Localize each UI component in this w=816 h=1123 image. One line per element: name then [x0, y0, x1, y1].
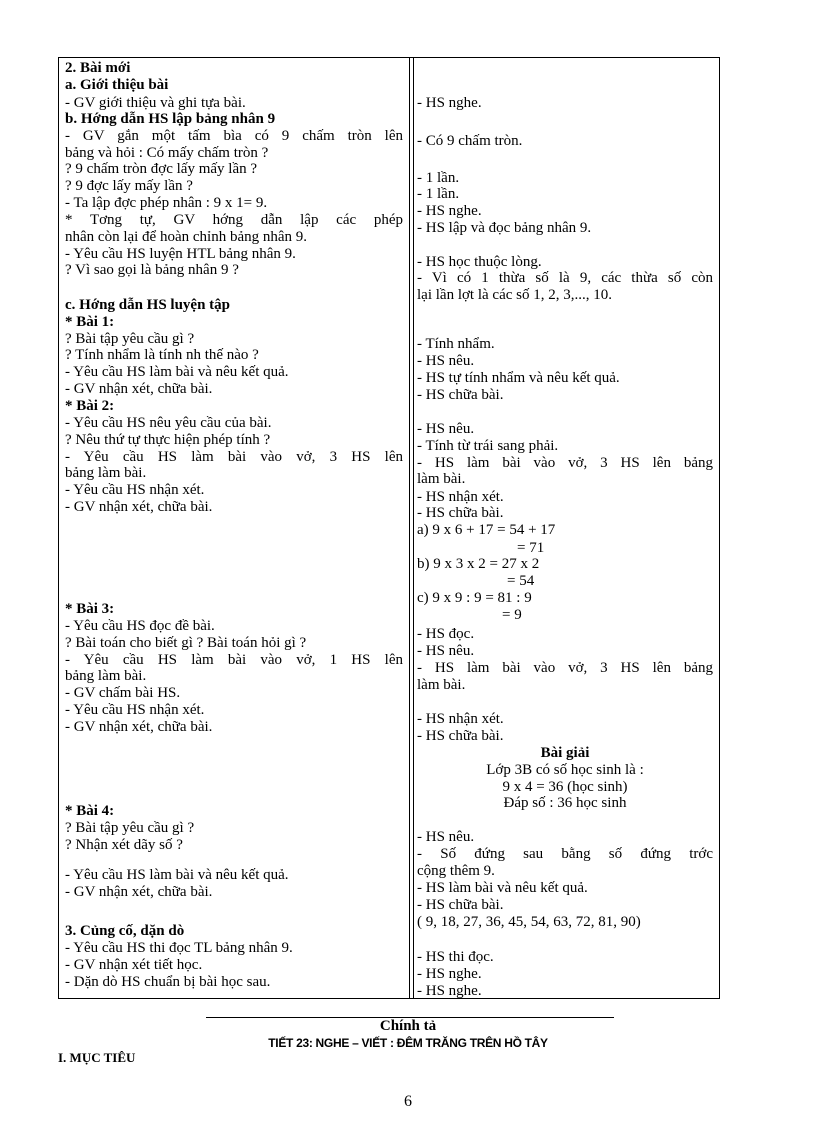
- right-line: - HS nêu.: [417, 643, 475, 659]
- right-line: 9 x 4 = 36 (học sinh): [502, 779, 628, 795]
- right-line: Lớp 3B có số học sinh là :: [486, 762, 644, 778]
- right-line: - HS lập và đọc bảng nhân 9.: [417, 220, 592, 236]
- left-line: * Bài 1:: [65, 314, 115, 330]
- right-line: làm bài.: [417, 677, 466, 693]
- left-line: ? Nhận xét dãy số ?: [65, 837, 183, 853]
- left-line: - Yêu cầu HS làm bài và nêu kết quả.: [65, 364, 289, 380]
- right-line: - HS nêu.: [417, 421, 475, 437]
- left-line: - GV nhận xét tiết học.: [65, 957, 203, 973]
- right-line: - HS nhận xét.: [417, 489, 504, 505]
- right-line: ( 9, 18, 27, 36, 45, 54, 63, 72, 81, 90): [417, 914, 641, 930]
- right-line: Bài giải: [540, 745, 590, 761]
- left-line: * Bài 2:: [65, 398, 115, 414]
- page-number: 6: [404, 1093, 412, 1110]
- right-line: - HS làm bài và nêu kết quả.: [417, 880, 588, 896]
- right-line: - Vì có 1 thừa số là 9, các thừa số còn: [417, 270, 713, 286]
- right-line: lại lần lợt là các số 1, 2, 3,..., 10.: [417, 287, 612, 303]
- left-line: ? Bài tập yêu cầu gì ?: [65, 331, 195, 347]
- right-line: - HS làm bài vào vở, 3 HS lên bảng: [417, 455, 713, 471]
- right-line: a) 9 x 6 + 17 = 54 + 17: [417, 522, 556, 538]
- left-line: b. Hớng dẫn HS lập bảng nhân 9: [65, 111, 276, 127]
- left-line: - GV giới thiệu và ghi tựa bài.: [65, 95, 246, 111]
- right-line: - HS đọc.: [417, 626, 475, 642]
- left-line: - Yêu cầu HS làm bài và nêu kết quả.: [65, 867, 289, 883]
- right-line: - HS học thuộc lòng.: [417, 254, 542, 270]
- left-line: ? 9 đợc lấy mấy lần ?: [65, 178, 193, 194]
- right-line: - HS chữa bài.: [417, 897, 504, 913]
- right-line: - HS chữa bài.: [417, 728, 504, 744]
- right-line: - HS nêu.: [417, 353, 475, 369]
- left-line: * Bài 4:: [65, 803, 115, 819]
- right-line: - HS nghe.: [417, 203, 482, 219]
- left-line: * Bài 3:: [65, 601, 115, 617]
- lesson-table: [58, 57, 720, 999]
- left-line: ? Tính nhẩm là tính nh thế nào ?: [65, 347, 259, 363]
- lesson-title: Chính tả: [379, 1018, 437, 1034]
- right-line: cộng thêm 9.: [417, 863, 495, 879]
- lesson-subtitle: TIẾT 23: NGHE – VIẾT : ĐÊM TRĂNG TRÊN HỒ TÂY: [268, 1036, 548, 1050]
- left-line: bảng làm bài.: [65, 668, 147, 684]
- right-line: - Tính từ trái sang phải.: [417, 438, 559, 454]
- right-line: - Có 9 chấm tròn.: [417, 133, 523, 149]
- right-line: = 54: [507, 573, 535, 589]
- right-line: - HS nghe.: [417, 95, 482, 111]
- right-line: - HS nhận xét.: [417, 711, 504, 727]
- left-line: - Yêu cầu HS thi đọc TL bảng nhân 9.: [65, 940, 293, 956]
- left-line: * Tơng tự, GV hớng dẫn lập các phép: [65, 212, 403, 228]
- right-line: - HS nghe.: [417, 983, 482, 999]
- left-line: - GV nhận xét, chữa bài.: [65, 499, 213, 515]
- left-line: - Yêu cầu HS làm bài vào vở, 1 HS lên: [65, 652, 403, 668]
- right-line: - HS chữa bài.: [417, 387, 504, 403]
- right-line: - 1 lần.: [417, 186, 460, 202]
- left-line: - Yêu cầu HS làm bài vào vở, 3 HS lên: [65, 449, 403, 465]
- left-line: - Yêu cầu HS luyện HTL bảng nhân 9.: [65, 246, 296, 262]
- right-line: làm bài.: [417, 471, 466, 487]
- left-line: bảng làm bài.: [65, 465, 147, 481]
- right-line: = 71: [517, 540, 545, 556]
- left-line: - GV nhận xét, chữa bài.: [65, 381, 213, 397]
- right-line: - HS nêu.: [417, 829, 475, 845]
- left-line: - Yêu cầu HS nhận xét.: [65, 482, 205, 498]
- right-line: b) 9 x 3 x 2 = 27 x 2: [417, 556, 540, 572]
- left-line: 3. Củng cố, dặn dò: [65, 923, 185, 939]
- column-divider-inner: [413, 58, 414, 998]
- right-line: - Số đứng sau bằng số đứng trớc: [417, 846, 713, 862]
- right-line: - HS chữa bài.: [417, 505, 504, 521]
- left-line: ? 9 chấm tròn đợc lấy mấy lần ?: [65, 161, 258, 177]
- right-line: - HS làm bài vào vở, 3 HS lên bảng: [417, 660, 713, 676]
- left-line: - GV nhận xét, chữa bài.: [65, 884, 213, 900]
- right-line: - HS thi đọc.: [417, 949, 494, 965]
- left-line: - Yêu cầu HS nhận xét.: [65, 702, 205, 718]
- left-line: ? Bài toán cho biết gì ? Bài toán hỏi gì ?: [65, 635, 307, 651]
- right-line: - Tính nhẩm.: [417, 336, 495, 352]
- left-line: - Yêu cầu HS đọc đề bài.: [65, 618, 215, 634]
- left-line: - Ta lập đợc phép nhân : 9 x 1= 9.: [65, 195, 268, 211]
- right-line: - HS nghe.: [417, 966, 482, 982]
- left-line: bảng và hỏi : Có mấy chấm tròn ?: [65, 145, 269, 161]
- right-line: - 1 lần.: [417, 170, 460, 186]
- left-line: nhân còn lại để hoàn chỉnh bảng nhân 9.: [65, 229, 308, 245]
- column-divider: [409, 58, 410, 998]
- left-line: ? Bài tập yêu cầu gì ?: [65, 820, 195, 836]
- left-line: ? Nêu thứ tự thực hiện phép tính ?: [65, 432, 271, 448]
- left-line: c. Hớng dẫn HS luyện tập: [65, 297, 231, 313]
- left-line: 2. Bài mới: [65, 60, 131, 76]
- left-line: - GV chấm bài HS.: [65, 685, 181, 701]
- left-line: - Yêu cầu HS nêu yêu cầu của bài.: [65, 415, 272, 431]
- right-line: = 9: [502, 607, 522, 623]
- left-line: - GV nhận xét, chữa bài.: [65, 719, 213, 735]
- right-line: Đáp số : 36 học sinh: [503, 795, 627, 811]
- left-line: a. Giới thiệu bài: [65, 77, 169, 93]
- left-line: ? Vì sao gọi là bảng nhân 9 ?: [65, 262, 239, 278]
- left-line: - GV gắn một tấm bìa có 9 chấm tròn lên: [65, 128, 403, 144]
- section-heading: I. MỤC TIÊU: [58, 1050, 136, 1065]
- right-line: - HS tự tính nhẩm và nêu kết quả.: [417, 370, 620, 386]
- right-line: c) 9 x 9 : 9 = 81 : 9: [417, 590, 532, 606]
- left-line: - Dặn dò HS chuẩn bị bài học sau.: [65, 974, 271, 990]
